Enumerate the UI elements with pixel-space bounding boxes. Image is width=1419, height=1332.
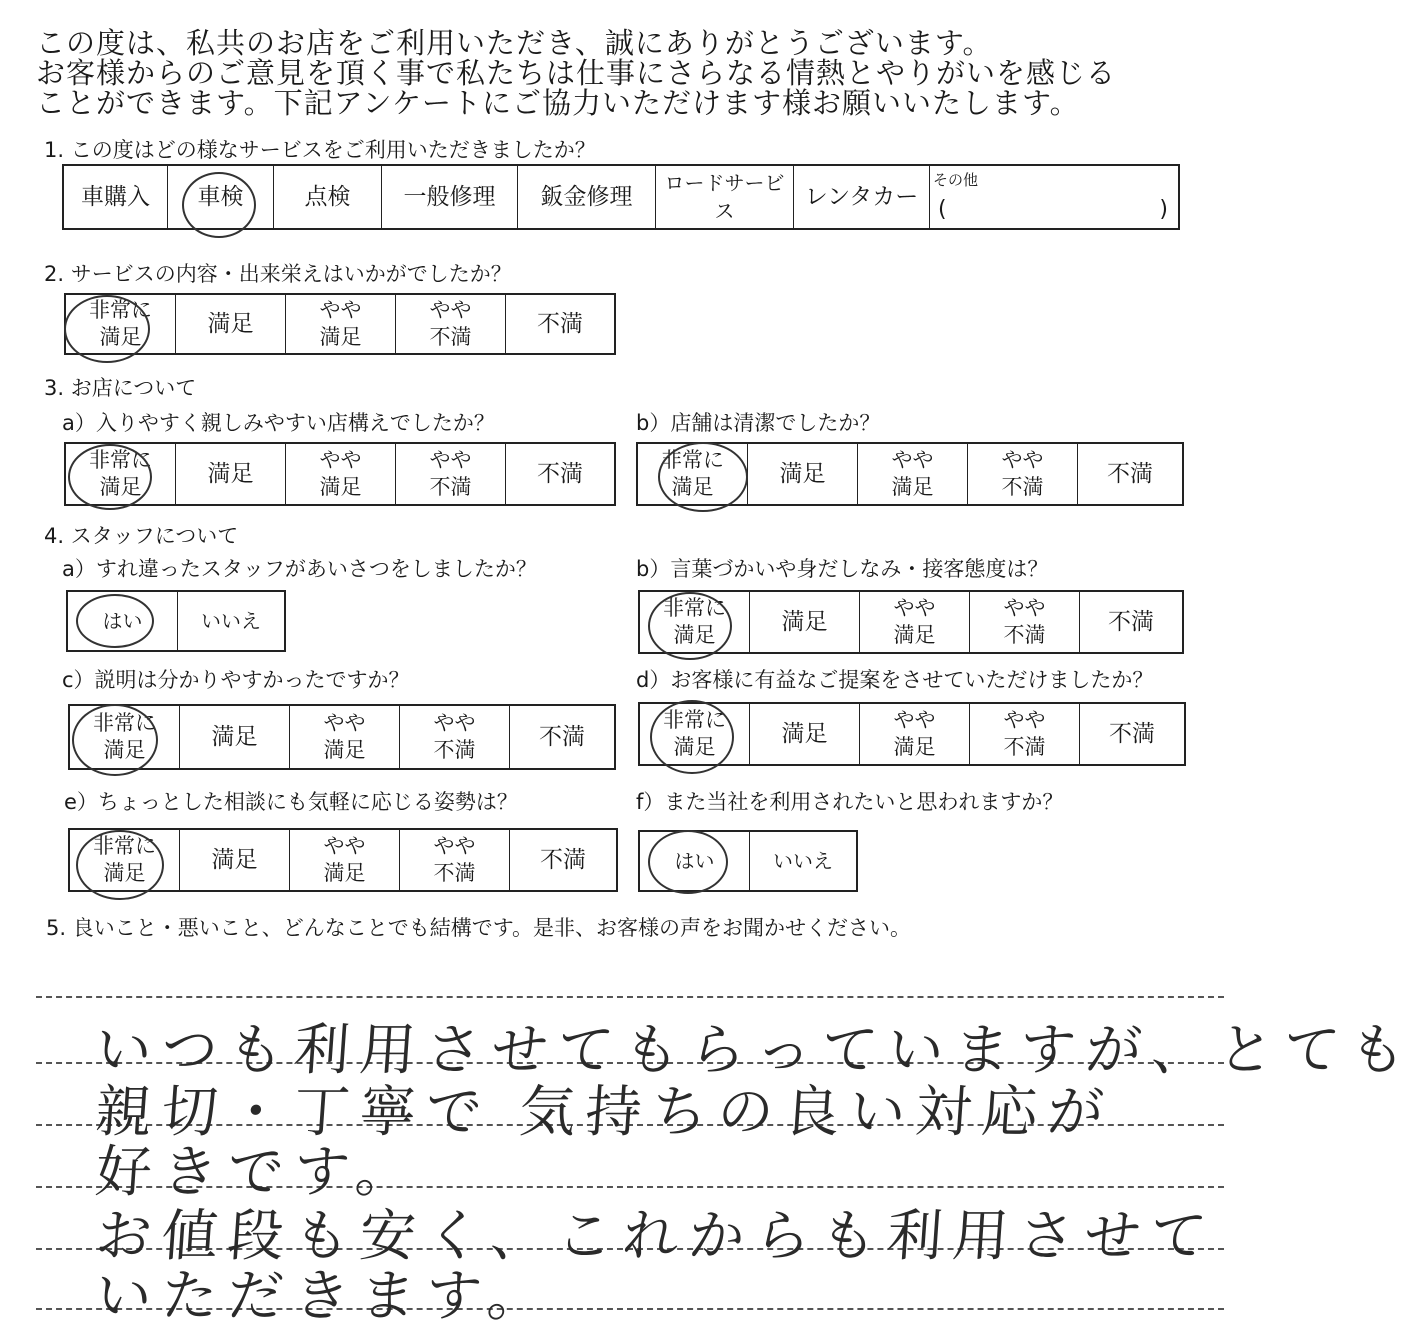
- rating-satisfied[interactable]: 満足: [176, 444, 286, 504]
- q4e-label: e）ちょっとした相談にも気軽に応じる姿勢は？: [64, 790, 518, 814]
- other-open-paren: (: [938, 197, 947, 222]
- q4e-rating: [68, 828, 618, 892]
- rating-label: 非常に 満足: [93, 834, 156, 885]
- handwritten-comment-line-3: 好きです。: [93, 1140, 424, 1205]
- q1-option-shaken-label: 車検: [197, 184, 244, 210]
- q1-option-general-repair[interactable]: 一般修理: [382, 166, 518, 228]
- rating-somewhat-dissatisfied[interactable]: やや 不満: [400, 830, 510, 890]
- handwritten-comment-line-1: いつも利用させてもらっていますが、とても: [93, 1018, 1418, 1083]
- other-caption: その他: [933, 171, 979, 189]
- intro-line-3: ことができます。下記アンケートにご協力いただけます様お願いいたします。: [36, 86, 1080, 120]
- intro-line-2: お客様からのご意見を頂く事で私たちは仕事にさらなる情熱とやりがいを感じる: [36, 56, 1117, 90]
- handwritten-comment-line-4: お値段も安く、これからも利用させて: [93, 1204, 1219, 1269]
- rating-somewhat-dissatisfied[interactable]: やや 不満: [396, 295, 506, 353]
- rating-very-satisfied[interactable]: [640, 704, 750, 764]
- q1-option-car-purchase[interactable]: 車購入: [64, 166, 168, 228]
- rating-label: 非常に 満足: [89, 448, 152, 499]
- rating-very-satisfied[interactable]: [70, 830, 180, 890]
- rating-somewhat-dissatisfied[interactable]: やや 不満: [970, 704, 1080, 764]
- rating-dissatisfied[interactable]: 不満: [540, 847, 586, 873]
- rating-dissatisfied[interactable]: 不満: [1107, 461, 1153, 487]
- rating-somewhat-satisfied[interactable]: やや 満足: [286, 295, 396, 353]
- rating-somewhat-satisfied[interactable]: やや 満足: [290, 706, 400, 768]
- rating-very-satisfied[interactable]: [66, 444, 176, 504]
- rating-dissatisfied[interactable]: 不満: [1109, 721, 1155, 747]
- rating-very-satisfied[interactable]: [640, 592, 750, 652]
- q1-option-shaken[interactable]: [168, 166, 274, 228]
- rating-satisfied[interactable]: 満足: [176, 295, 286, 353]
- rating-label: 非常に 満足: [663, 708, 726, 759]
- q4b-rating: [638, 590, 1184, 654]
- q4c-label: c）説明は分かりやすかったですか？: [62, 668, 410, 692]
- rating-somewhat-satisfied[interactable]: やや 満足: [286, 444, 396, 504]
- rating-satisfied[interactable]: 満足: [750, 592, 860, 652]
- rating-somewhat-dissatisfied[interactable]: やや 不満: [970, 592, 1080, 652]
- rating-somewhat-satisfied[interactable]: やや 満足: [858, 444, 968, 504]
- rating-somewhat-satisfied[interactable]: やや 満足: [290, 830, 400, 890]
- rating-satisfied[interactable]: 満足: [180, 706, 290, 768]
- answer-no[interactable]: いいえ: [201, 609, 261, 633]
- q4d-rating: [638, 702, 1186, 766]
- rating-somewhat-dissatisfied[interactable]: やや 不満: [396, 444, 506, 504]
- handwritten-comment-line-2: 親切・丁寧で 気持ちの良い対応が: [93, 1080, 1116, 1145]
- q4a-yesno: [66, 590, 286, 652]
- dashed-line: [36, 996, 1224, 998]
- q4-label: 4. スタッフについて: [44, 524, 239, 548]
- q1-option-inspection[interactable]: 点検: [274, 166, 382, 228]
- q3b-label: b）店舗は清潔でしたか？: [636, 411, 881, 435]
- q4f-yesno: [638, 830, 858, 892]
- q4c-rating: [68, 704, 616, 770]
- q1-option-body-repair[interactable]: 鈑金修理: [518, 166, 656, 228]
- rating-dissatisfied[interactable]: 不満: [539, 724, 585, 750]
- rating-label: 非常に 満足: [93, 711, 156, 762]
- other-close-paren: ): [1159, 197, 1168, 222]
- rating-somewhat-dissatisfied[interactable]: やや 不満: [400, 706, 510, 768]
- q4f-label: f）また当社を利用されたいと思われますか？: [636, 790, 1064, 814]
- q4b-label: b）言葉づかいや身だしなみ・接客態度は？: [636, 557, 1049, 581]
- rating-label: 非常に 満足: [661, 448, 724, 499]
- rating-satisfied[interactable]: 満足: [748, 444, 858, 504]
- q2-rating: [64, 293, 616, 355]
- q4d-label: d）お客様に有益なご提案をさせていただけましたか？: [636, 668, 1154, 692]
- rating-somewhat-satisfied[interactable]: やや 満足: [860, 704, 970, 764]
- q1-label: 1. この度はどの様なサービスをご利用いただきましたか？: [44, 138, 596, 162]
- intro-line-1: この度は、私共のお店をご利用いただき、誠にありがとうございます。: [36, 26, 993, 60]
- intro-text: [36, 28, 1236, 118]
- rating-satisfied[interactable]: 満足: [180, 830, 290, 890]
- q3a-rating: [64, 442, 616, 506]
- q1-option-road-service[interactable]: ロードサービス: [656, 166, 794, 228]
- q3-label: 3. お店について: [44, 376, 197, 400]
- answer-yes[interactable]: [640, 832, 750, 890]
- q4a-label: a）すれ違ったスタッフがあいさつをしましたか？: [62, 557, 537, 581]
- q1-option-other[interactable]: [930, 166, 1178, 228]
- rating-satisfied[interactable]: 満足: [750, 704, 860, 764]
- answer-label: はい: [102, 609, 143, 633]
- q3b-rating: [636, 442, 1184, 506]
- q2-label: 2. サービスの内容・出来栄えはいかがでしたか？: [44, 262, 512, 286]
- rating-dissatisfied[interactable]: 不満: [537, 311, 583, 337]
- rating-very-satisfied[interactable]: [70, 706, 180, 768]
- q3a-label: a）入りやすく親しみやすい店構えでしたか？: [62, 411, 495, 435]
- rating-very-satisfied[interactable]: [638, 444, 748, 504]
- q5-label: 5. 良いこと・悪いこと、どんなことでも結構です。是非、お客様の声をお聞かせください。: [46, 916, 912, 940]
- handwritten-comment-line-5: いただきます。: [93, 1264, 556, 1329]
- rating-very-satisfied[interactable]: [66, 295, 176, 353]
- rating-label: 非常に 満足: [663, 596, 726, 647]
- rating-dissatisfied[interactable]: 不満: [537, 461, 583, 487]
- rating-label: 非常に 満足: [89, 298, 152, 349]
- rating-somewhat-satisfied[interactable]: やや 満足: [860, 592, 970, 652]
- answer-yes[interactable]: [68, 592, 178, 650]
- rating-dissatisfied[interactable]: 不満: [1108, 609, 1154, 635]
- answer-label: はい: [674, 849, 715, 873]
- q1-option-rental-car[interactable]: レンタカー: [794, 166, 930, 228]
- q1-options: [62, 164, 1180, 230]
- rating-somewhat-dissatisfied[interactable]: やや 不満: [968, 444, 1078, 504]
- answer-no[interactable]: いいえ: [773, 849, 833, 873]
